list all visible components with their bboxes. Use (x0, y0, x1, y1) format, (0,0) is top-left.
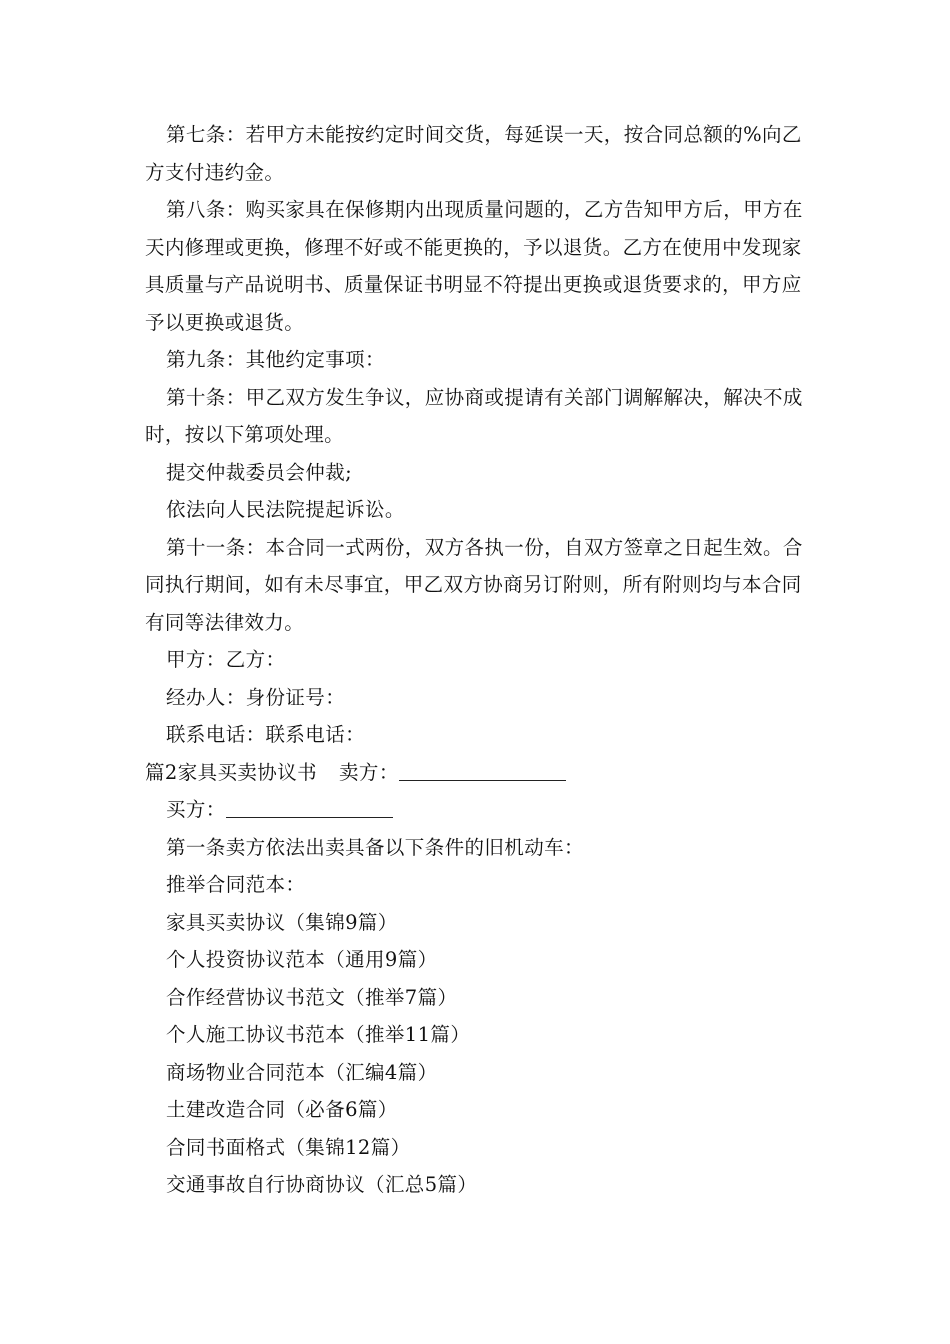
section-2-heading-line (145, 754, 810, 792)
recommend-heading: 推举合同范本： (166, 873, 306, 896)
document-body (145, 116, 810, 1204)
signature-parties: 甲方：乙方： (166, 648, 286, 671)
recommend-item: 家具买卖协议（集锦9篇） (166, 910, 398, 934)
article-7: 第七条：若甲方未能按约定时间交货，每延误一天，按合同总额的%向乙方支付违约金。 (145, 123, 802, 184)
buyer-label: 买方： (166, 798, 226, 821)
recommend-item: 土建改造合同（必备6篇） (166, 1098, 398, 1121)
recommend-item: 商场物业合同范本（汇编4篇） (166, 1060, 438, 1084)
signature-agent: 经办人：身份证号： (166, 685, 346, 709)
article-10: 第十条：甲乙双方发生争议，应协商或提请有关部门调解解决，解决不成时，按以下第项处理。 (145, 385, 803, 446)
signature-phone: 联系电话：联系电话： (166, 723, 366, 746)
dispute-option-2: 依法向人民法院提起诉讼。 (166, 498, 405, 521)
article-8: 第八条：购买家具在保修期内出现质量问题的，乙方告知甲方后，甲方在天内修理或更换，修理不好或不能更换的，予以退货。乙方在使用中发现家具质量与产品说明书、质量保证书明显不符提出更换或退货要求的，甲方应予以更换或退货。 (145, 198, 803, 334)
seller-label: 卖方： (339, 760, 399, 784)
dispute-option-1: 提交仲裁委员会仲裁; (166, 460, 353, 484)
section-2-heading: 篇2家具买卖协议书 (145, 760, 318, 784)
recommend-item: 合同书面格式（集锦12篇） (166, 1135, 411, 1159)
recommend-item: 个人施工协议书范本（推举11篇） (166, 1023, 471, 1046)
recommend-item: 合作经营协议书范文（推举7篇） (166, 985, 458, 1009)
recommend-item: 交通事故自行协商协议（汇总5篇） (166, 1173, 478, 1196)
buyer-line (145, 791, 810, 829)
article-11: 第十一条：本合同一式两份，双方各执一份，自双方签章之日起生效。合同执行期间，如有未尽事宜，甲乙双方协商另订附则，所有附则均与本合同有同等法律效力。 (145, 535, 803, 634)
recommend-item: 个人投资协议范本（通用9篇） (166, 948, 438, 971)
buyer-blank (226, 795, 393, 818)
article-9: 第九条：其他约定事项： (166, 348, 385, 371)
section-2-article-1: 第一条卖方依法出卖具备以下条件的旧机动车： (166, 835, 584, 859)
seller-blank (399, 758, 566, 781)
